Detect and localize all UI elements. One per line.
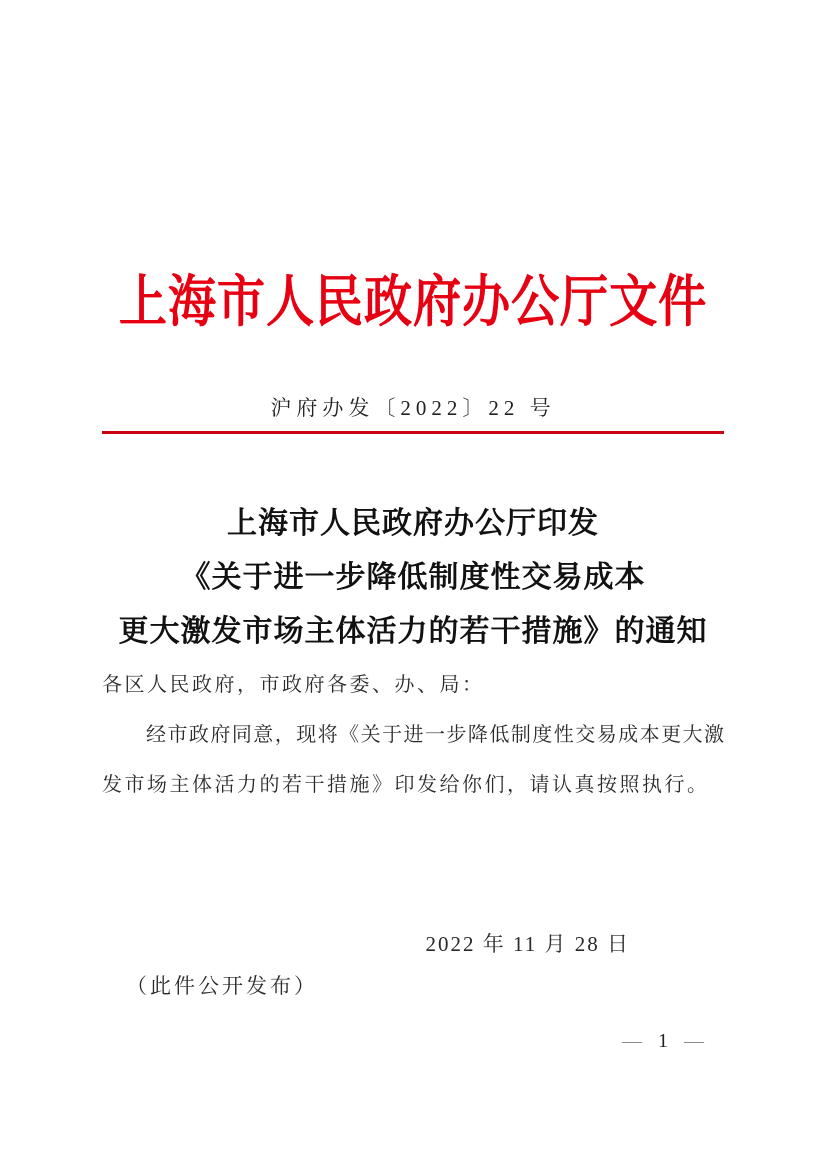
title-line-3: 更大激发市场主体活力的若干措施》的通知: [118, 615, 708, 648]
page-number-dash-right: —: [684, 1030, 704, 1052]
page-number: [622, 1030, 704, 1053]
letterhead-title: 上海市人民政府办公厅文件: [118, 272, 708, 334]
document-body: [102, 660, 724, 810]
body-paragraph-line-2: 发市场主体活力的若干措施》印发给你们，请认真按照执行。: [102, 774, 710, 796]
page-number-dash-left: —: [622, 1030, 642, 1052]
document-date: 2022 年 11 月 28 日: [425, 932, 630, 956]
body-paragraph-line-1: 经市政府同意，现将《关于进一步降低制度性交易成本更大激: [146, 724, 724, 746]
public-release-note: （此件公开发布）: [126, 974, 318, 998]
header-separator-line: [102, 431, 724, 434]
title-line-1: 上海市人民政府办公厅印发: [227, 507, 599, 540]
body-salutation: 各区人民政府，市政府各委、办、局：: [102, 674, 485, 696]
title-line-2: 《关于进一步降低制度性交易成本: [180, 561, 646, 594]
document-title: [0, 497, 826, 659]
page-number-value: 1: [658, 1030, 668, 1052]
document-number: 沪府办发〔2022〕22 号: [270, 396, 556, 420]
